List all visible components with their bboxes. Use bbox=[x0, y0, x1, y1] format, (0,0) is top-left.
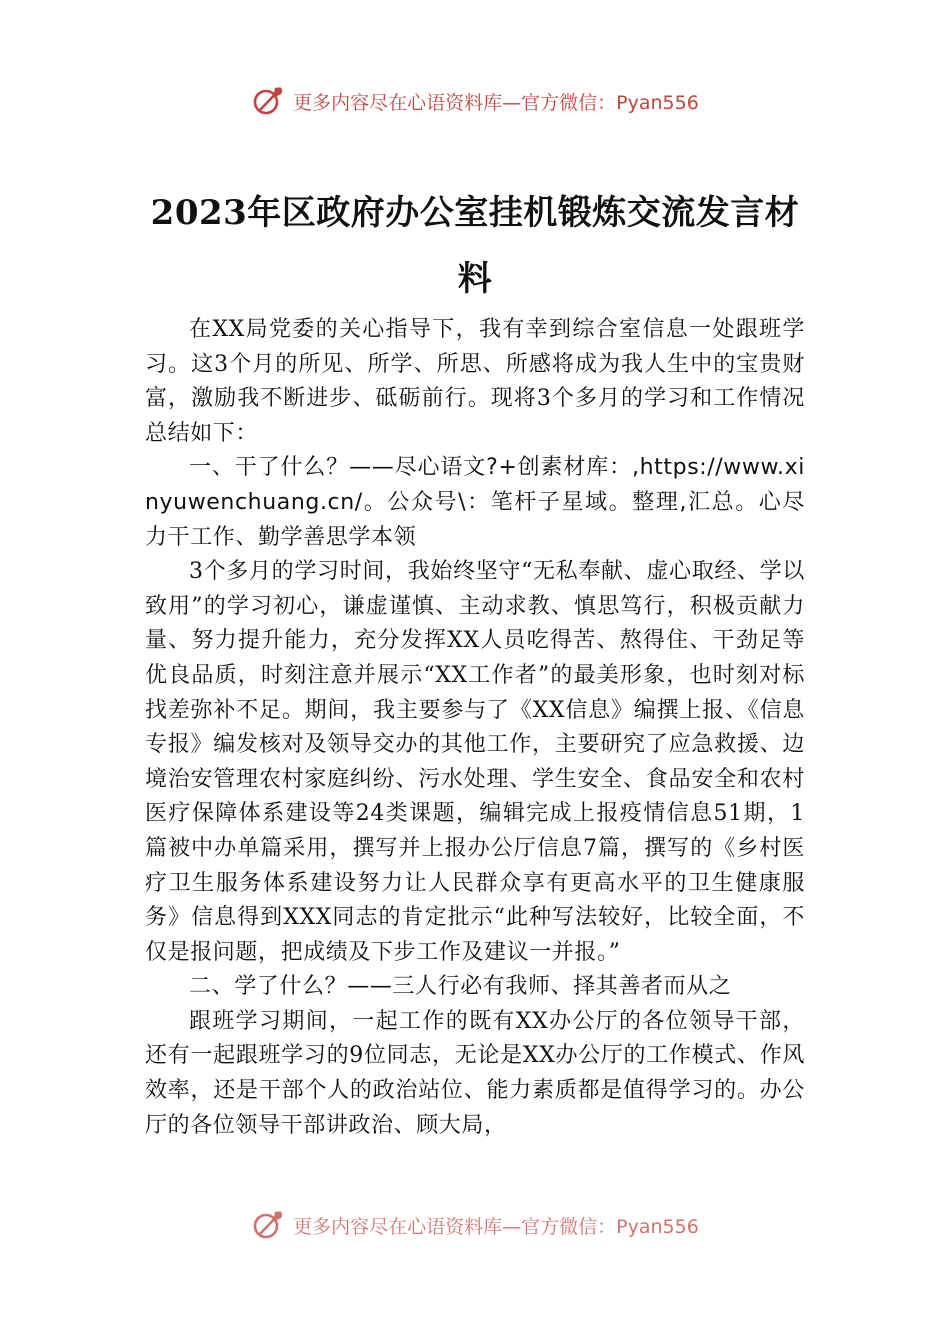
quill-logo-icon bbox=[251, 84, 285, 118]
watermark-text: 更多内容尽在心语资料库—官方微信：Pyan556 bbox=[293, 1215, 699, 1238]
section-heading-1: 一、干了什么？——尽心语文?+创素材库：,https://www.xinyuwenchuang.cn/。公众号\：笔杆子星域。整理,汇总。心尽力干工作、勤学善思学本领 bbox=[145, 455, 805, 550]
section-2-paragraph: 跟班学习期间，一起工作的既有XX办公厅的各位领导干部，还有一起跟班学习的9位同志，无论是XX办公厅的工作模式、作风效率，还是干部个人的政治站位、能力素质都是值得学习的。办公厅的各位领导干部讲政治、顾大局， bbox=[145, 1008, 805, 1138]
footer-watermark bbox=[0, 1208, 950, 1242]
section-1-paragraph: 3个多月的学习时间，我始终坚守“无私奉献、虚心取经、学以致用”的学习初心，谦虚谨慎、主动求教、慎思笃行，积极贡献力量、努力提升能力，充分发挥XX人员吃得苦、熬得住、干劲足等优良品质，时刻注意并展示“XX工作者”的最美形象，也时刻对标找差弥补不足。期间，我主要参与了《XX信息》编撰上报、《信息专报》编发核对及领导交办的其他工作，主要研究了应急救援、边境治安管理农村家庭纠纷、污水处理、学生安全、食品安全和农村医疗保障体系建设等24类课题，编辑完成上报疫情信息51期，1篇被中办单篇采用，撰写并上报办公厅信息7篇，撰写的《乡村医疗卫生服务体系建设努力让人民群众享有更高水平的卫生健康服务》信息得到XXX同志的肯定批示“此种写法较好，比较全面，不仅是报问题，把成绩及下步工作及建议一并报。” bbox=[145, 559, 805, 965]
quill-logo-icon bbox=[251, 1208, 285, 1242]
intro-paragraph: 在XX局党委的关心指导下，我有幸到综合室信息一处跟班学习。这3个月的所见、所学、所思、所感将成为我人生中的宝贵财富，激励我不断进步、砥砺前行。现将3个多月的学习和工作情况总结如下： bbox=[145, 317, 805, 446]
header-watermark bbox=[0, 84, 950, 118]
watermark-text: 更多内容尽在心语资料库—官方微信：Pyan556 bbox=[293, 91, 699, 114]
document-body bbox=[145, 313, 805, 1143]
document-title: 2023年区政府办公室挂机锻炼交流发言材料 bbox=[150, 193, 800, 299]
section-heading-2: 二、学了什么？——三人行必有我师、择其善者而从之 bbox=[189, 974, 732, 1000]
